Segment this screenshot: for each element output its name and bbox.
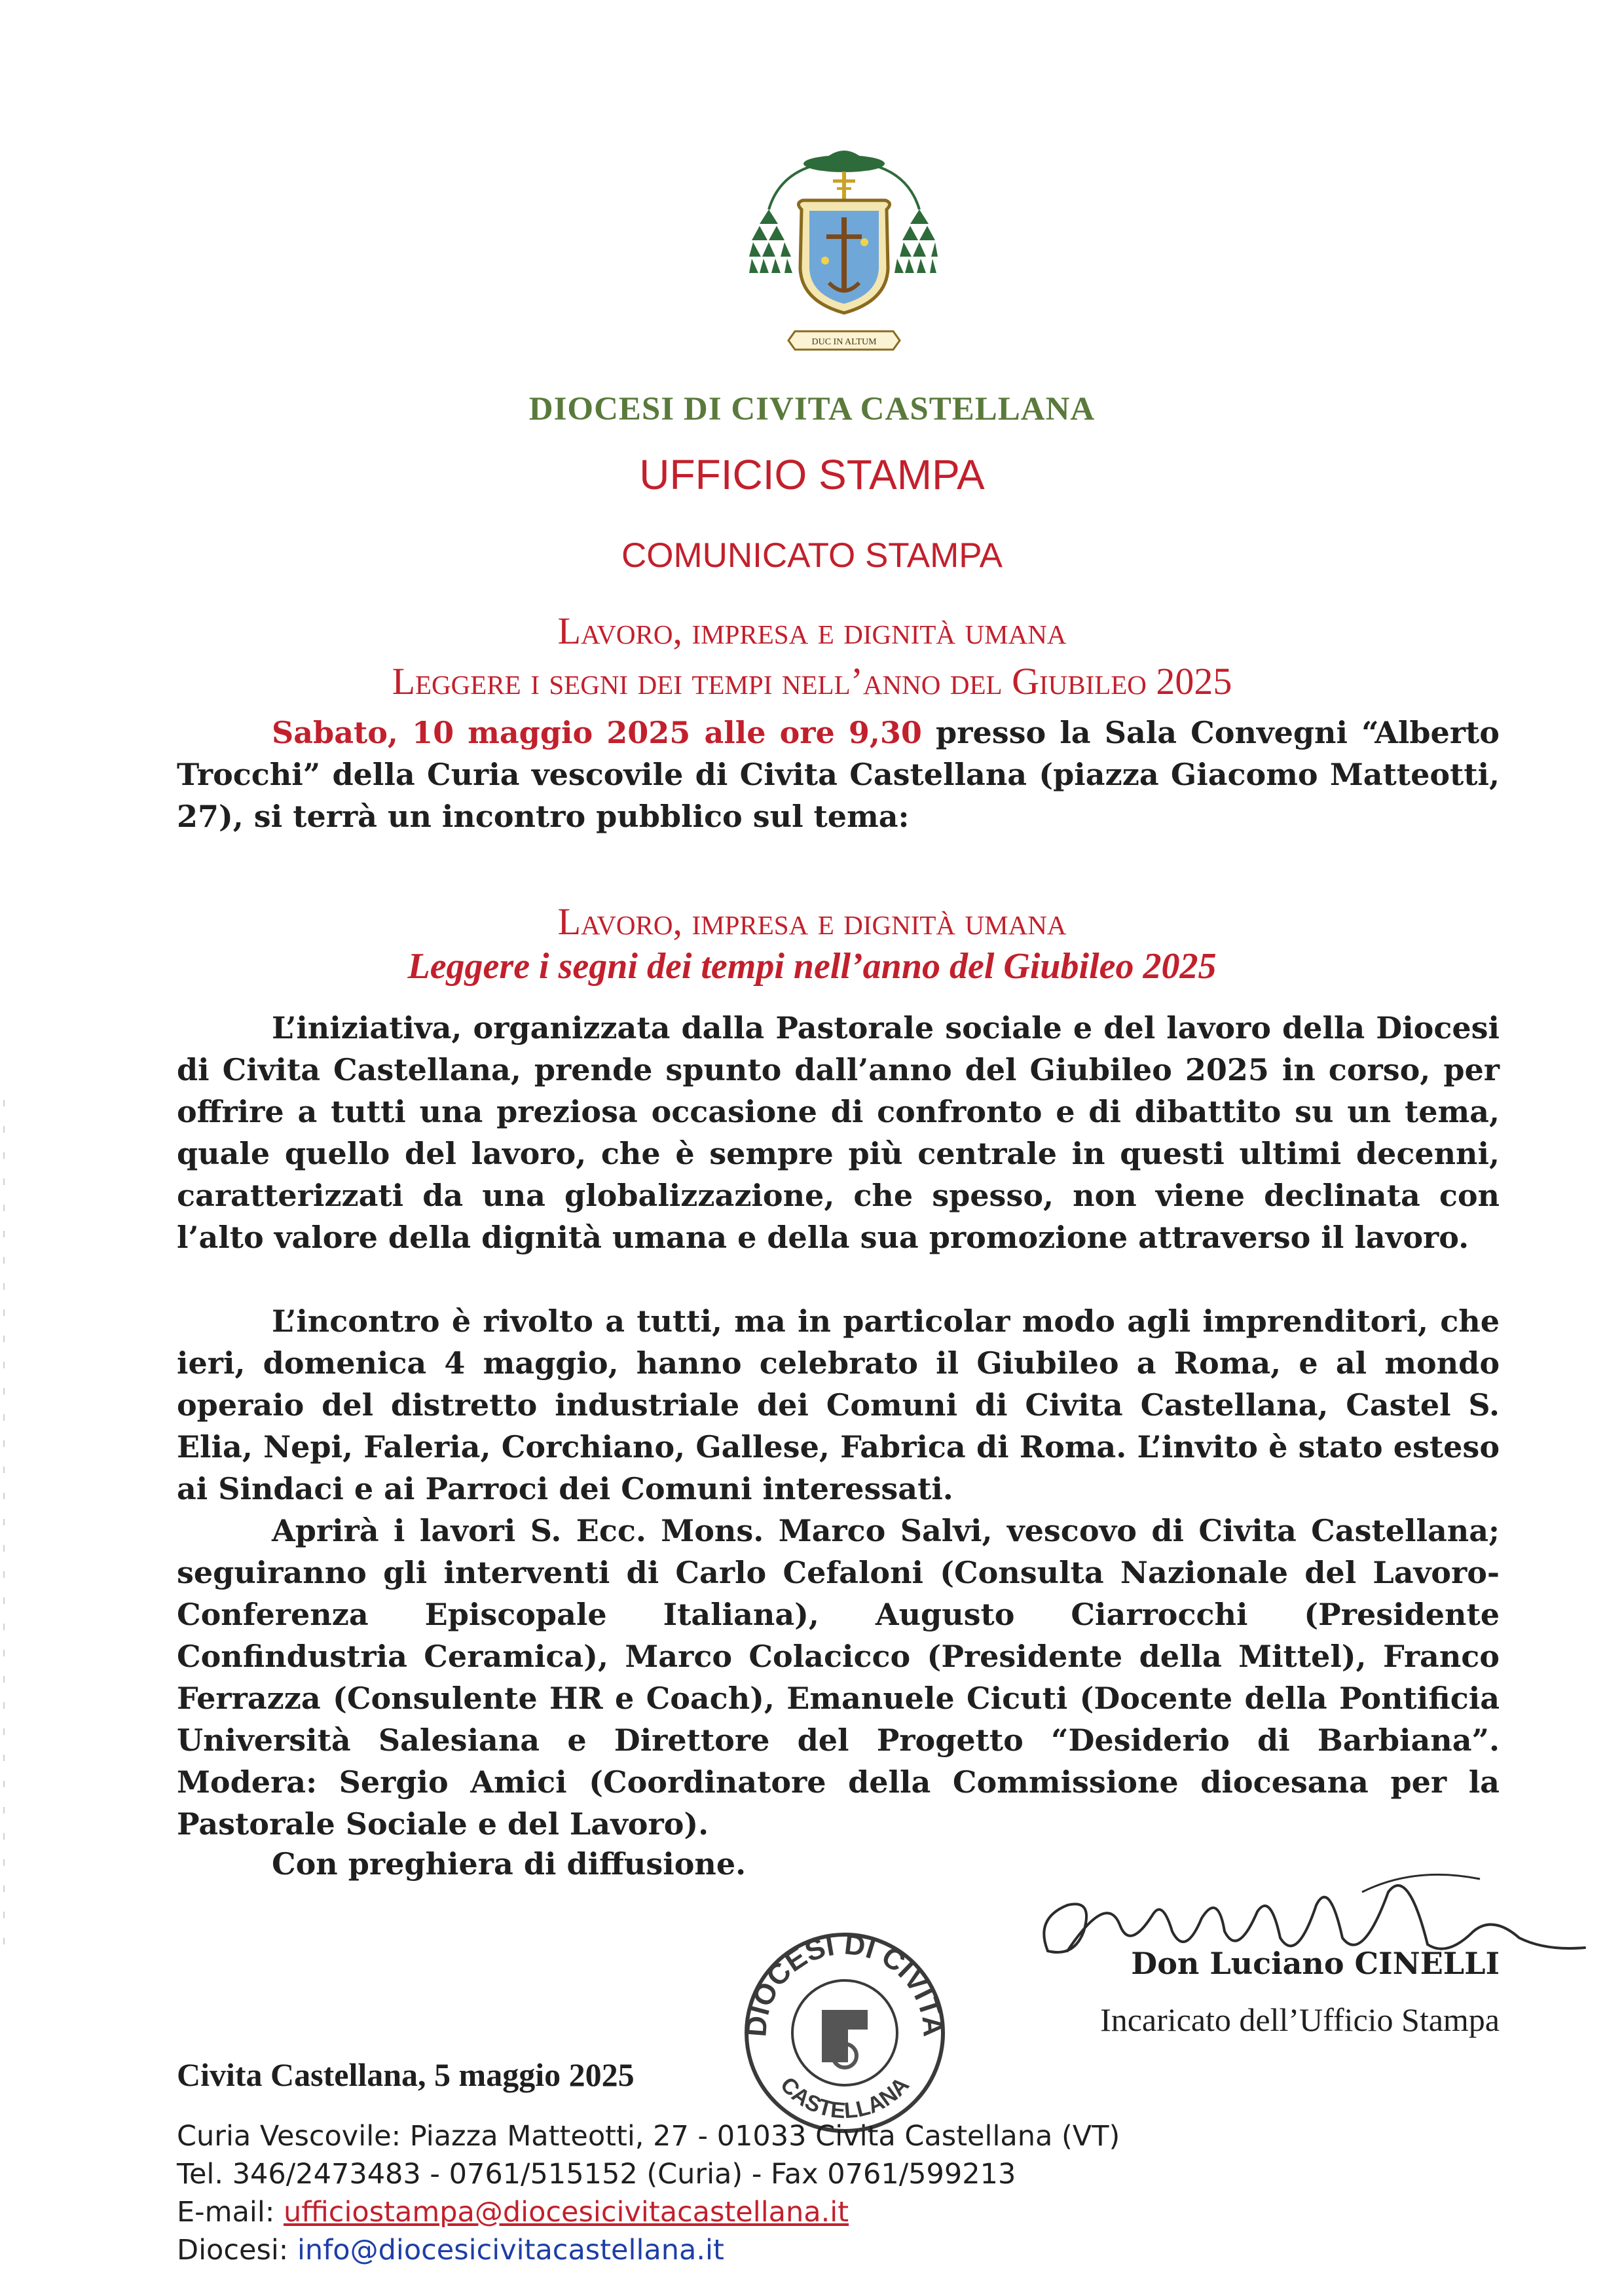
contact-footer (177, 2117, 1486, 2269)
theme-title: Lavoro, impresa e dignità umana (557, 900, 1067, 943)
email-label: E-mail: (177, 2196, 284, 2229)
crest-motto: DUC IN ALTUM (811, 337, 877, 347)
body-paragraph-3 (177, 1510, 1500, 1845)
body-paragraph-2 (177, 1300, 1500, 1510)
diocese-title: DIOCESI DI CIVITA CASTELLANA (528, 391, 1096, 428)
signer-surname: CINELLI (1354, 1946, 1500, 1981)
diocese-email-label: Diocesi: (177, 2234, 297, 2267)
intro-paragraph (177, 712, 1500, 837)
theme-subtitle: Leggere i segni dei tempi nell’anno del Giubileo 2025 (407, 946, 1217, 987)
body-paragraph-1-text: L’iniziativa, organizzata dalla Pastorale sociale e del lavoro della Diocesi di Civita Castellana, prende spunto dall’anno del Giubileo 2025 in corso, per offrire a tutti una preziosa occasione di confronto e di dibattito su un tema, quale quello del lavoro, che è sempre più centrale in questi ultimi decenni, caratterizzati da una globalizzazione, che spesso, non viene declinata con l’alto valore della dignità umana e della sua promozione attraverso il lavoro. (177, 1010, 1500, 1255)
footer-diocese-row (177, 2231, 1486, 2269)
scan-margin-marks (2, 1100, 6, 1951)
body-paragraph-1 (177, 1007, 1500, 1258)
press-office-email-link[interactable]: ufficiostampa@diocesicivitacastellana.it (283, 2196, 849, 2229)
footer-email-row (177, 2193, 1486, 2231)
diocese-email-link[interactable]: info@diocesicivitacastellana.it (297, 2234, 724, 2267)
body-paragraph-2-text: L’incontro è rivolto a tutti, ma in particolar modo agli imprenditori, che ieri, domenica 4 maggio, hanno celebrato il Giubileo a Roma, e al mondo operaio del distretto industriale dei Comuni di Civita Castellana, Castel S. Elia, Nepi, Faleria, Corchiano, Gallese, Fabrica di Roma. L’invito è stato esteso ai Sindaci e ai Parroci dei Comuni interessati. (177, 1303, 1500, 1506)
headline-line-1: Lavoro, impresa e dignità umana (557, 610, 1067, 652)
svg-text:CASTELLANA (775, 2073, 914, 2124)
signer-name (1131, 1946, 1500, 1981)
document-type: COMUNICATO STAMPA (621, 536, 1003, 575)
place-and-date: Civita Castellana, 5 maggio 2025 (177, 2056, 635, 2093)
address-label: Curia Vescovile: (177, 2120, 410, 2153)
signer-role: Incaricato dell’Ufficio Stampa (1100, 2001, 1500, 2038)
diocese-stamp-icon (737, 1925, 953, 2141)
office-title: UFFICIO STAMPA (639, 451, 985, 498)
event-date-time: Sabato, 10 maggio 2025 alle ore 9,30 (272, 715, 922, 750)
stamp-text-bottom: CASTELLANA (775, 2072, 914, 2124)
closing-line: Con preghiera di diffusione. (272, 1846, 747, 1882)
coat-of-arms-icon (749, 137, 939, 363)
footer-phone-row: Tel. 346/2473483 - 0761/515152 (Curia) - Fax 0761/599213 (177, 2158, 1016, 2191)
address-value: Piazza Matteotti, 27 - 01033 Civita Castellana (VT) (409, 2120, 1120, 2153)
body-paragraph-3-text: Aprirà i lavori S. Ecc. Mons. Marco Salvi, vescovo di Civita Castellana; seguiranno gli interventi di Carlo Cefaloni (Consulta Nazionale del Lavoro-Conferenza Episcopale Italiana), Augusto Ciarrocchi (Presidente Confindustria Ceramica), Marco Colacicco (Presidente della Mittel), Franco Ferrazza (Consulente HR e Coach), Emanuele Cicuti (Docente della Pontificia Università Salesiana e Direttore del Progetto “Desiderio di Barbiana”. Modera: Sergio Amici (Coordinatore della Commissione diocesana per la Pastorale Sociale e del Lavoro). (177, 1513, 1500, 1842)
stamp-text-top: DIOCESI DI CIVITA (740, 1928, 950, 2038)
signer-name-prefix: Don Luciano (1131, 1946, 1355, 1981)
footer-address-row (177, 2117, 1486, 2155)
headline-line-2: Leggere i segni dei tempi nell’anno del Giubileo 2025 (392, 660, 1232, 702)
intro-text: presso la Sala Convegni “Alberto Trocchi” della Curia vescovile di Civita Castellana (piazza Giacomo Matteotti, 27), si terrà un incontro pubblico sul tema: (177, 715, 1500, 834)
